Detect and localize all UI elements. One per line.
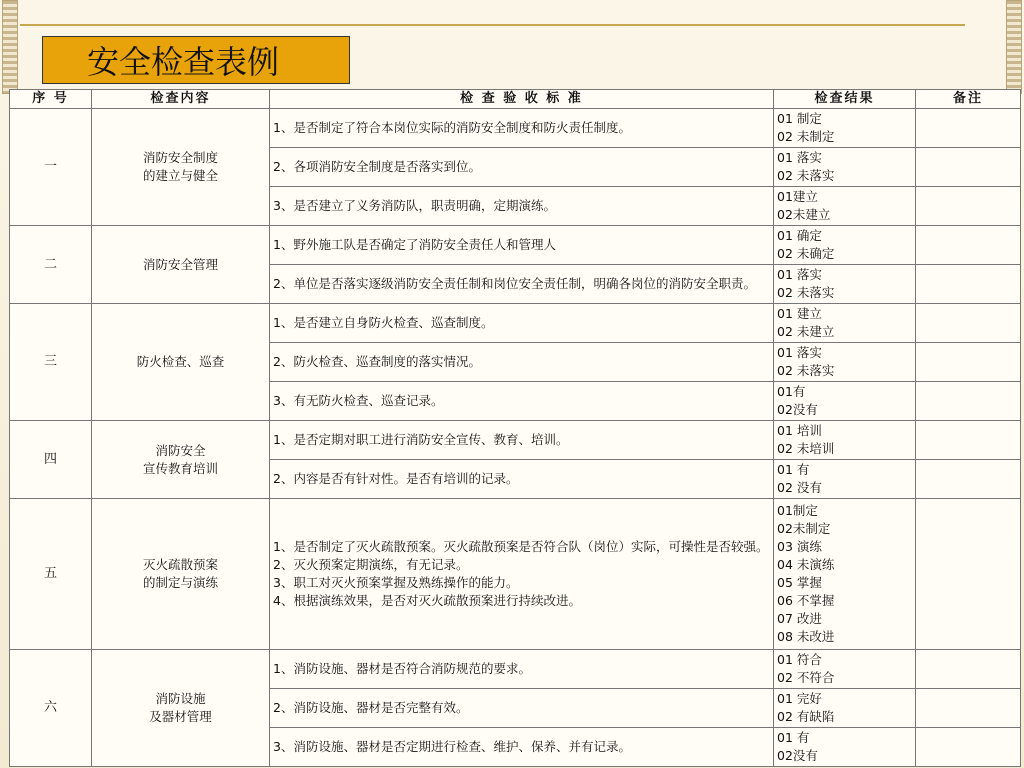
note-cell [916,460,1021,499]
section-number: 二 [10,226,92,304]
inspection-criteria: 2、消防设施、器材是否完整有效。 [270,689,774,728]
header-content: 检查内容 [92,90,270,109]
inspection-result: 01 制定 02 未制定 [774,109,916,148]
note-cell [916,304,1021,343]
decorative-border-left [2,0,18,94]
page-title: 安全检查表例 [87,43,280,81]
inspection-criteria: 3、消防设施、器材是否定期进行检查、维护、保养、并有记录。 [270,728,774,767]
note-cell [916,187,1021,226]
section-content: 消防安全 宣传教育培训 [92,421,270,499]
inspection-result: 01制定 02未制定 03 演练 04 未演练 05 掌握 06 不掌握 07 改进 08 未改进 [774,499,916,650]
inspection-result: 01 落实 02 未落实 [774,265,916,304]
note-cell [916,382,1021,421]
inspection-criteria: 3、有无防火检查、巡查记录。 [270,382,774,421]
title-box [42,36,350,84]
table-body [10,109,1021,767]
inspection-result: 01 培训 02 未培训 [774,421,916,460]
decorative-border-right [1006,0,1022,94]
safety-checklist-table [9,89,1021,767]
inspection-criteria: 2、各项消防安全制度是否落实到位。 [270,148,774,187]
inspection-result: 01 有 02 没有 [774,460,916,499]
decorative-top-line [20,24,965,26]
note-cell [916,226,1021,265]
header-note: 备注 [916,90,1021,109]
header-row [10,90,1021,109]
inspection-result: 01 落实 02 未落实 [774,148,916,187]
table-row [10,421,1021,460]
table-row [10,650,1021,689]
note-cell [916,728,1021,767]
table-row [10,499,1021,650]
note-cell [916,148,1021,187]
section-number: 一 [10,109,92,226]
inspection-criteria: 2、单位是否落实逐级消防安全责任制和岗位安全责任制，明确各岗位的消防安全职责。 [270,265,774,304]
inspection-criteria: 1、是否定期对职工进行消防安全宣传、教育、培训。 [270,421,774,460]
section-content: 防火检查、巡查 [92,304,270,421]
section-number: 四 [10,421,92,499]
header-standard: 检 查 验 收 标 准 [270,90,774,109]
section-number: 五 [10,499,92,650]
inspection-result: 01 确定 02 未确定 [774,226,916,265]
table-row [10,304,1021,343]
section-number: 三 [10,304,92,421]
note-cell [916,421,1021,460]
inspection-criteria: 1、消防设施、器材是否符合消防规范的要求。 [270,650,774,689]
table-row [10,109,1021,148]
note-cell [916,650,1021,689]
inspection-result: 01 完好 02 有缺陷 [774,689,916,728]
note-cell [916,343,1021,382]
section-number: 六 [10,650,92,767]
section-content: 消防安全制度 的建立与健全 [92,109,270,226]
table-row [10,226,1021,265]
note-cell [916,689,1021,728]
inspection-result: 01 符合 02 不符合 [774,650,916,689]
inspection-criteria: 2、内容是否有针对性。是否有培训的记录。 [270,460,774,499]
note-cell [916,499,1021,650]
inspection-result: 01建立 02未建立 [774,187,916,226]
inspection-criteria: 1、是否制定了符合本岗位实际的消防安全制度和防火责任制度。 [270,109,774,148]
inspection-criteria: 1、野外施工队是否确定了消防安全责任人和管理人 [270,226,774,265]
inspection-criteria: 2、防火检查、巡查制度的落实情况。 [270,343,774,382]
inspection-result: 01 建立 02 未建立 [774,304,916,343]
inspection-result: 01 落实 02 未落实 [774,343,916,382]
header-seq: 序 号 [10,90,92,109]
inspection-result: 01有 02没有 [774,382,916,421]
inspection-criteria: 3、是否建立了义务消防队，职责明确，定期演练。 [270,187,774,226]
inspection-criteria: 1、是否建立自身防火检查、巡查制度。 [270,304,774,343]
section-content: 消防设施 及器材管理 [92,650,270,767]
inspection-result: 01 有 02没有 [774,728,916,767]
section-content: 灭火疏散预案 的制定与演练 [92,499,270,650]
note-cell [916,109,1021,148]
inspection-criteria: 1、是否制定了灭火疏散预案。灭火疏散预案是否符合队（岗位）实际，可操性是否较强。 2、灭火预案定期演练，有无记录。 3、职工对灭火预案掌握及熟练操作的能力。 4、根据演练效果，是否对灭火疏散预案进行持续改进。 [270,499,774,650]
header-result: 检查结果 [774,90,916,109]
note-cell [916,265,1021,304]
section-content: 消防安全管理 [92,226,270,304]
